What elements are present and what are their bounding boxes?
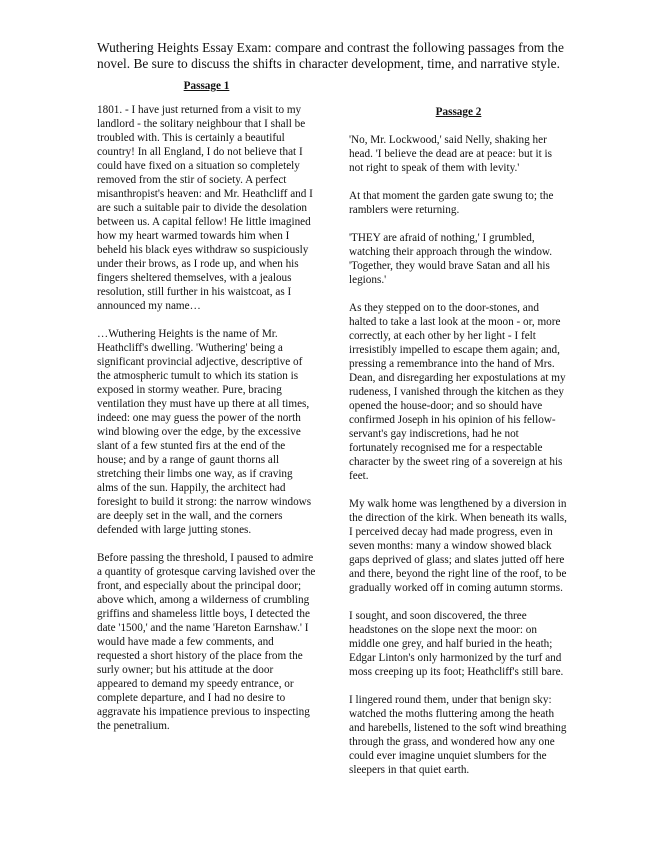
passage-1-heading: Passage 1 <box>183 80 230 92</box>
passage-2-paragraph: 'No, Mr. Lockwood,' said Nelly, shaking her head. 'I believe the dead are at peace: but it is not right to speak of them with levity.' <box>349 134 552 174</box>
passage-1-paragraph: Before passing the threshold, I paused to admire a quantity of grotesque carving lavished over the front, and especially about the principal door; above which, among a wilderness of crumbling griffins and shameless little boys, I detected the date '1500,' and the name 'Hareton Earnshaw.' I would have made a few comments, and requested a short history of the place from the surly owner; but his attitude at the door appeared to demand my speedy entrance, or complete departure, and I had no desire to aggravate his impatience previous to inspecting the penetralium. <box>97 552 316 732</box>
passage-2-paragraph: At that moment the garden gate swung to; the ramblers were returning. <box>349 190 554 216</box>
passage-2-paragraph: My walk home was lengthened by a diversion in the direction of the kirk. When beneath its walls, I perceived decay had made progress, even in seven months: many a window showed black gaps deprived of glass; and slates jutted off here and there, beyond the right line of the roof, to be gradually worked off in coming autumn storms. <box>349 498 567 594</box>
passage-2-paragraph: 'THEY are afraid of nothing,' I grumbled, watching their approach through the window. 'Together, they would brave Satan and all his legions.' <box>349 232 553 286</box>
passage-2-paragraph: As they stepped on to the door-stones, and halted to take a last look at the moon - or, more correctly, at each other by her light - I felt irresistibly impelled to escape them again; and, pressing a remembrance into the hand of Mrs. Dean, and disregarding her expostulations at my rudeness, I vanished through the kitchen as they opened the house-door; and so should have confirmed Joseph in his opinion of his fellow-servant's gay indiscretions, had he not fortunately recognised me for a respectable character by the sweet ring of a sovereign at his feet. <box>349 302 566 482</box>
passage-2-paragraph: I sought, and soon discovered, the three headstones on the slope next the moor: on middle one grey, and half buried in the heath; Edgar Linton's only harmonized by the turf and moss creeping up its foot; Heathcliff's still bare. <box>349 610 564 678</box>
passage-2-heading: Passage 2 <box>435 106 482 118</box>
passage-1-paragraph: 1801. - I have just returned from a visit to my landlord - the solitary neighbour that I shall be troubled with. This is certainly a beautiful country! In all England, I do not believe that I could have fixed on a situation so completely removed from the stir of society. A perfect misanthropist's heaven: and Mr. Heathcliff and I are such a suitable pair to divide the desolation between us. A capital fellow! He little imagined how my heart warmed towards him when I beheld his black eyes withdraw so suspiciously under their brows, as I rode up, and when his fingers sheltered themselves, with a jealous resolution, still further in his waistcoat, as I announced my name… <box>97 104 313 312</box>
exam-instructions: Wuthering Heights Essay Exam: compare and contrast the following passages from the novel. Be sure to discuss the shifts in character development, time, and narrative style. <box>97 40 564 71</box>
passage-2-column <box>349 133 568 791</box>
passage-1-column <box>97 103 316 747</box>
passage-1-paragraph: …Wuthering Heights is the name of Mr. Heathcliff's dwelling. 'Wuthering' being a significant provincial adjective, descriptive of the atmospheric tumult to which its station is exposed in stormy weather. Pure, bracing ventilation they must have up there at all times, indeed: one may guess the power of the north wind blowing over the edge, by the excessive slant of a few stunted firs at the end of the house; and by a range of gaunt thorns all stretching their limbs one way, as if craving alms of the sun. Happily, the architect had foresight to build it strong: the narrow windows are deeply set in the wall, and the corners defended with large jutting stones. <box>97 328 312 536</box>
passage-2-paragraph: I lingered round them, under that benign sky: watched the moths fluttering among the heath and harebells, listened to the soft wind breathing through the grass, and wondered how any one could ever imagine unquiet slumbers for the sleepers in that quiet earth. <box>349 694 567 776</box>
